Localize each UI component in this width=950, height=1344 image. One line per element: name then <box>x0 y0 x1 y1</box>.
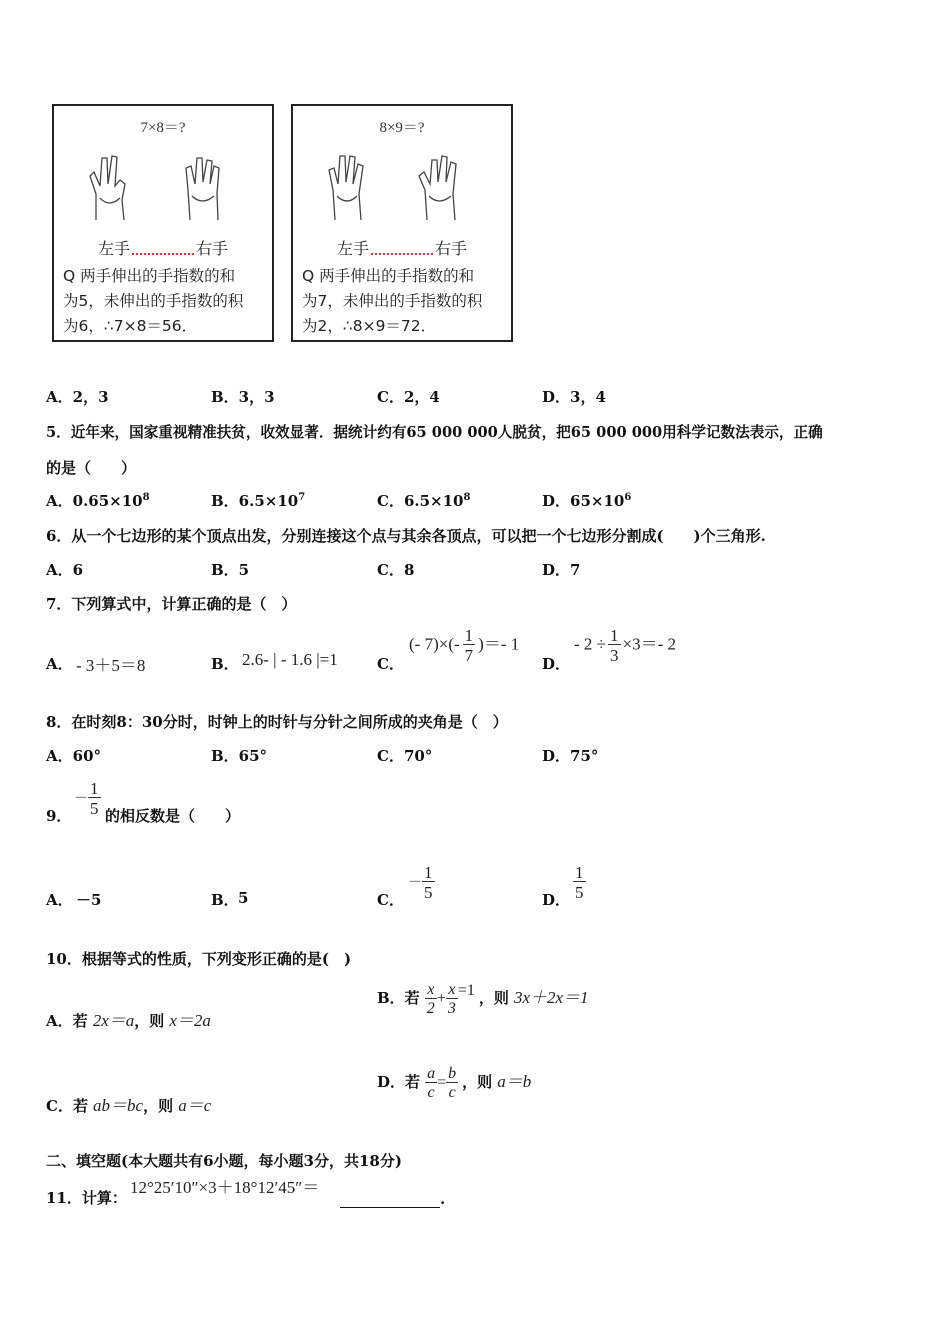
q4-option-d[interactable]: D．3，4 <box>542 388 606 406</box>
numerator: a <box>427 1065 436 1082</box>
q4-option-a[interactable]: A．2，3 <box>46 388 109 406</box>
q6-option-c[interactable]: C．8 <box>377 561 415 579</box>
q9-option-b-label[interactable]: B． <box>211 891 239 909</box>
fraction <box>463 627 476 664</box>
fraction <box>425 982 437 1017</box>
fraction <box>88 780 101 817</box>
q9-option-d-label[interactable]: D． <box>542 891 571 909</box>
q6-stem: 6．从一个七边形的某个顶点出发，分别连接这个点与其余各顶点，可以把一个七边形分割成( )个三角形. <box>46 527 766 545</box>
connector: ，则 <box>478 989 509 1008</box>
q7-option-d-expr <box>574 627 676 664</box>
neg-sign: － <box>408 875 422 891</box>
option-label: B．若 <box>377 989 420 1008</box>
q6-option-a[interactable]: A．6 <box>46 561 84 579</box>
explanation-line: 为7，未伸出的手指数的积 <box>302 292 483 310</box>
finger-card-1 <box>52 104 274 342</box>
period: . <box>440 1190 446 1208</box>
numerator: 1 <box>575 863 584 882</box>
fraction-equation <box>425 981 479 1017</box>
denominator: c <box>446 1082 458 1101</box>
option-exponent: 7 <box>298 492 306 503</box>
q7-option-a-label[interactable]: A． <box>46 655 73 673</box>
fraction <box>446 982 458 1017</box>
q9-number: 9． <box>46 807 72 825</box>
equation: x＝2a <box>169 1011 211 1030</box>
q11-expression: 12°25′10″×3＋18°12′45″＝ <box>130 1178 320 1197</box>
denominator: 3 <box>610 646 619 665</box>
numerator: b <box>448 1065 457 1082</box>
option-base: C．6.5×10 <box>377 492 464 510</box>
option-label: D．若 <box>377 1073 421 1092</box>
denominator: 5 <box>90 799 99 818</box>
q10-option-b[interactable] <box>377 982 589 1017</box>
q5-stem-line2: 的是（ ） <box>46 459 137 477</box>
denominator: 7 <box>464 646 474 665</box>
equals-sign: = <box>437 1074 447 1092</box>
left-hand-label: 左手 <box>97 239 130 258</box>
explanation-line: Q 两手伸出的手指数的和 <box>63 267 236 285</box>
numerator: 1 <box>424 863 433 882</box>
q8-option-a[interactable]: A．60° <box>46 747 102 765</box>
hand-labels <box>293 236 511 259</box>
option-base: D．65×10 <box>542 492 625 510</box>
plus-sign: + <box>436 990 446 1008</box>
numerator: 1 <box>610 626 619 645</box>
q9-option-c-value <box>408 864 435 901</box>
expr-part: )＝- 1 <box>478 634 520 654</box>
left-hand-label: 左手 <box>336 239 369 258</box>
q11-label: 11．计算： <box>46 1189 127 1207</box>
q6-option-b[interactable]: B．5 <box>211 561 250 579</box>
equation: 2x＝a <box>92 1011 135 1030</box>
q7-option-d-label[interactable]: D． <box>542 655 571 673</box>
expr-part: ×3＝- 2 <box>622 634 676 654</box>
q5-stem-line1: 5．近年来，国家重视精准扶贫，收效显著．据统计约有65 000 000人脱贫，把65 000 000用科学记数法表示，正确 <box>46 424 823 441</box>
q7-option-a-expr: - 3＋5＝8 <box>76 656 146 675</box>
q8-option-c[interactable]: C．70° <box>377 747 433 765</box>
q9-option-a-label[interactable]: A． <box>46 891 73 909</box>
option-exponent: 8 <box>463 492 471 503</box>
connector: ，则 <box>134 1012 165 1030</box>
connector: ，则 <box>462 1073 493 1092</box>
q11-answer-blank[interactable] <box>340 1189 445 1208</box>
right-hand-label: 右手 <box>196 239 229 258</box>
section-heading: 二、填空题(本大题共有6小题，每小题3分，共18分) <box>46 1152 402 1170</box>
card-equation: 7×8＝? <box>140 120 186 136</box>
q5-option-a[interactable] <box>46 490 150 511</box>
right-hand-label: 右手 <box>435 239 468 258</box>
explanation-line: 为6，∴7×8＝56． <box>63 317 198 335</box>
option-exponent: 8 <box>142 492 150 503</box>
expr-part: - 2 ÷ <box>574 634 606 654</box>
connector: ，则 <box>143 1097 174 1115</box>
equation: ab＝bc <box>93 1096 144 1115</box>
q9-option-b-value: 5 <box>238 889 249 907</box>
fraction-equation <box>425 1065 462 1101</box>
explanation-line: Q 两手伸出的手指数的和 <box>302 267 475 285</box>
rhs: =1 <box>457 982 475 999</box>
q10-option-c[interactable] <box>46 1091 211 1116</box>
q10-option-a[interactable] <box>46 1006 211 1031</box>
q8-option-b[interactable]: B．65° <box>211 747 268 765</box>
q7-option-b-expr: 2.6- | - 1.6 |=1 <box>242 650 338 669</box>
hands-illustration <box>293 150 515 224</box>
q7-option-c-label[interactable]: C． <box>377 655 404 673</box>
expr-part: (- 7)×(- <box>409 634 460 654</box>
equation: a＝c <box>178 1096 212 1115</box>
q9-option-d-value <box>573 864 586 901</box>
fraction <box>425 1066 437 1101</box>
q4-option-b[interactable]: B．3，3 <box>211 388 275 406</box>
denominator: 5 <box>575 883 584 902</box>
q9-option-a-value: －5 <box>76 891 102 909</box>
q7-stem: 7．下列算式中，计算正确的是（ ） <box>46 595 297 613</box>
q5-option-d[interactable] <box>542 490 631 511</box>
card-equation: 8×9＝? <box>379 120 425 136</box>
denominator: c <box>425 1082 437 1101</box>
fraction <box>446 1066 458 1101</box>
numerator: x <box>427 981 435 998</box>
fraction <box>422 864 435 901</box>
q10-stem: 10．根据等式的性质，下列变形正确的是( ) <box>46 950 352 968</box>
hands-illustration <box>54 150 276 224</box>
q5-option-b[interactable] <box>211 490 305 511</box>
denominator: 5 <box>424 883 433 902</box>
finger-card-2 <box>291 104 513 342</box>
answer-blank <box>132 245 194 255</box>
denominator: 3 <box>447 1000 456 1017</box>
q8-option-d[interactable]: D．75° <box>542 747 599 765</box>
q9-fraction <box>74 780 101 817</box>
explanation-line: 为2，∴8×9＝72． <box>302 317 437 335</box>
equation: a＝b <box>497 1072 532 1092</box>
numerator: 1 <box>90 779 99 798</box>
q7-option-c-expr <box>409 627 519 664</box>
q9-option-c-label[interactable]: C． <box>377 891 404 909</box>
denominator: 2 <box>426 1000 435 1017</box>
neg-sign: － <box>74 791 88 807</box>
option-base: B．6.5×10 <box>211 492 299 510</box>
hand-labels <box>54 236 272 259</box>
fraction <box>573 864 586 901</box>
q7-option-b-label[interactable]: B． <box>211 655 239 673</box>
option-label: C．若 <box>46 1097 88 1115</box>
explanation-line: 为5，未伸出的手指数的积 <box>63 292 244 310</box>
q4-option-c[interactable]: C．2，4 <box>377 388 440 406</box>
q6-option-d[interactable]: D．7 <box>542 561 581 579</box>
answer-blank <box>371 245 433 255</box>
numerator: x <box>448 981 456 998</box>
numerator: 1 <box>464 626 474 645</box>
option-label: A．若 <box>46 1012 88 1030</box>
q5-option-c[interactable] <box>377 490 470 511</box>
equation: 3x＋2x＝1 <box>513 988 589 1008</box>
fraction <box>608 627 621 664</box>
q9-stem: 的相反数是（ ） <box>105 807 241 825</box>
option-base: A．0.65×10 <box>46 492 143 510</box>
q10-option-d[interactable] <box>377 1066 531 1101</box>
blank-line[interactable] <box>340 1194 440 1208</box>
q8-stem: 8．在时刻8：30分时，时钟上的时针与分针之间所成的夹角是（ ） <box>46 713 508 731</box>
option-exponent: 6 <box>624 492 632 503</box>
